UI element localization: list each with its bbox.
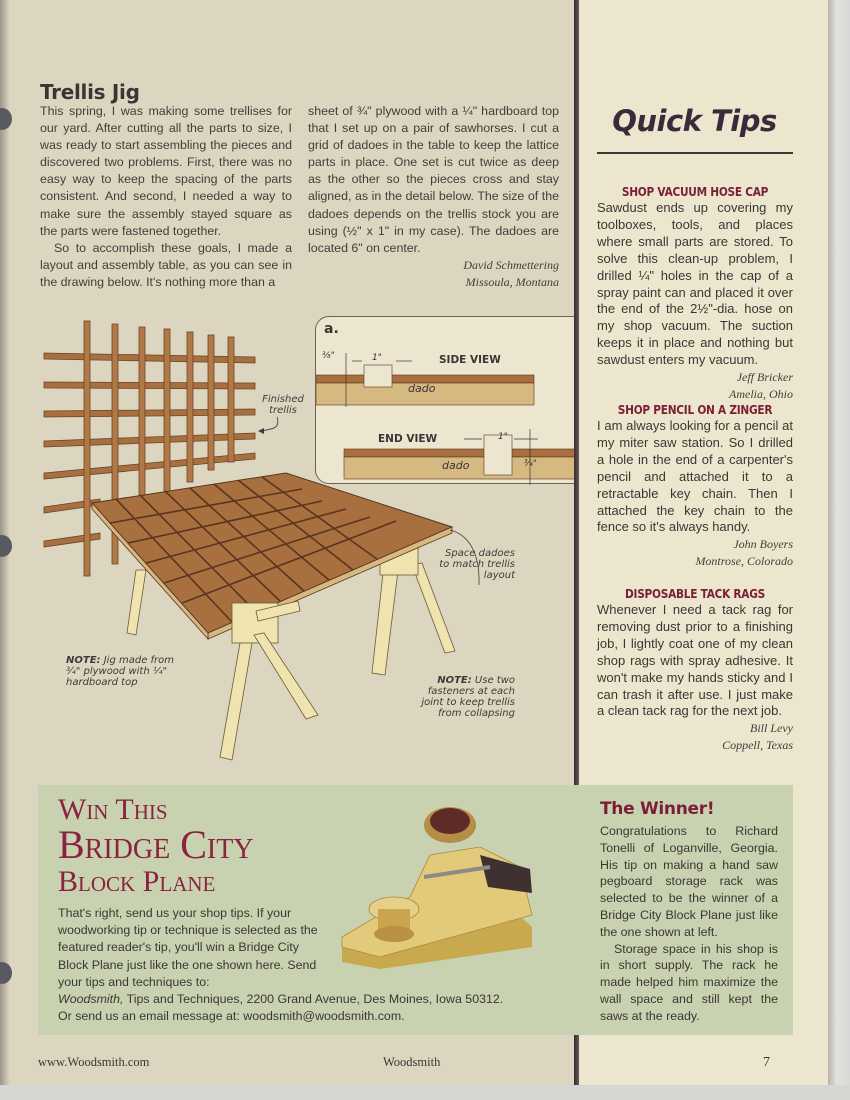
note-jig: [66, 655, 176, 688]
tip-body: I am always looking for a pencil at my miter saw station. So I drilled a hole in the end of a carpenter's pencil and attached it to a retractable key chain. Then I attached the key chain to the fence so it's always handy.: [597, 418, 793, 535]
winner-paragraph: Storage space in his shop is in short supply. The rack he made helped him maximize the wall space and still kept the saws at the ready.: [600, 941, 778, 1023]
tip-heading: DISPOSABLE TACK RAGS: [625, 587, 765, 601]
note-label: NOTE:: [66, 655, 101, 666]
winner-body: [600, 823, 778, 1025]
tip-body: Sawdust ends up covering my toolboxes, tools, and places where small parts are stored. To solve this clean-up problem, I drilled ¼" holes in the cap of a spray paint can and placed it over the end of the 2½"-dia. hose on my shop vacuum. The suction keeps it in place and nothing but sawdust enters my vacuum.: [597, 200, 793, 368]
email-line[interactable]: Or send us an email message at: woodsmith@woodsmith.com.: [58, 1009, 405, 1024]
end-view-label: END VIEW: [378, 433, 438, 445]
address-text: Tips and Techniques, 2200 Grand Avenue, Des Moines, Iowa 50312.: [123, 992, 504, 1007]
article-title: Trellis Jig: [40, 80, 140, 104]
tip-tack-rags: [597, 586, 793, 754]
binder-hole: [0, 535, 12, 557]
callout-finished-trellis: Finished trellis: [262, 394, 304, 416]
note-label: NOTE:: [437, 675, 472, 686]
article-paragraph: So to accomplish these goals, I made a layout and assembly table, as you can see in the drawing below. It's nothing more than a: [40, 240, 292, 289]
note-text: Jig made from ¾" plywood with ¼" hardboard top: [66, 655, 175, 688]
win-body-text: [58, 905, 568, 1025]
note-text: Use two fasteners at each joint to keep trellis from collapsing: [421, 675, 515, 719]
article-paragraph: sheet of ¾" plywood with a ¼" hardboard top that I set up on a pair of sawhorses. I cut a grid of dadoes in the table to keep the lattice parts in place. One set is cut twice as deep as the other so the pieces cross and stay aligned, as in the detail below. The size of the dadoes depends on the trellis stock you are using (½" x 1" in my case). The dadoes are located 6" on center.: [308, 104, 559, 255]
tip-author: Jeff Bricker: [736, 370, 793, 385]
footer-website: www.Woodsmith.com: [38, 1055, 150, 1069]
scan-margin: [0, 1085, 850, 1100]
dado-label-side: dado: [408, 382, 436, 395]
side-view-label: SIDE VIEW: [439, 354, 501, 366]
tip-author: Bill Levy: [750, 721, 793, 736]
page-number: 7: [763, 1055, 770, 1070]
footer-magazine: Woodsmith: [383, 1055, 441, 1069]
callout-space-dadoes: Space dadoes to match trellis layout: [439, 548, 515, 581]
win-intro: That's right, send us your shop tips. If your woodworking tip or technique is selected as the featured reader's tip, you'll win a Bridge City Block Plane just like the one shown here. Send your tips and techniques to:: [58, 906, 318, 989]
headline-line-1: Win This: [58, 793, 168, 826]
article-paragraph: This spring, I was making some trellises for our yard. After cutting all the parts to size, I was ready to start assembling the pieces and discovered two problems. First, there was no easy way to keep the spacing of the parts consistent. And second, I needed a way to make sure the assembly stayed square as the parts were fastened together.: [40, 104, 292, 238]
winner-title: The Winner!: [600, 799, 715, 819]
tip-location: Montrose, Colorado: [695, 554, 793, 569]
page-edge: [828, 0, 850, 1100]
binder-hole: [0, 108, 12, 130]
tip-heading: SHOP PENCIL ON A ZINGER: [617, 403, 773, 417]
trellis-jig-illustration: [40, 315, 560, 765]
detail-box-a: [315, 316, 598, 484]
binder-hole: [0, 962, 12, 984]
article-location: Missoula, Montana: [465, 274, 559, 289]
dim-depth-end: ¾": [524, 459, 537, 469]
magazine-name: Woodsmith,: [58, 992, 124, 1007]
tip-heading: SHOP VACUUM HOSE CAP: [621, 185, 769, 199]
dim-depth-side: ⅜": [322, 351, 335, 361]
dim-width-side: 1": [372, 353, 382, 363]
tip-author: John Boyers: [733, 537, 793, 552]
headline-line-2: Bridge City: [58, 822, 254, 867]
dado-label-end: dado: [442, 459, 470, 472]
win-headline: [58, 795, 254, 897]
tip-body: Whenever I need a tack rag for removing dust prior to a finishing job, I lightly coat one of my clean shop rags with spray adhesive. It won't make my hands sticky and I can trash it after use. I just make a clean tack rag for the next job.: [597, 602, 793, 719]
winner-paragraph: Congratulations to Richard Tonelli of Loganville, Georgia. His tip on making a hand saw pegboard storage rack was selected to be the winner of a Bridge City Block Plane just like the one shown at left.: [600, 824, 778, 939]
article-column-1: [40, 103, 292, 291]
headline-line-3: Block Plane: [58, 865, 216, 898]
tip-location: Amelia, Ohio: [729, 387, 793, 402]
dim-width-end: 1": [498, 432, 508, 442]
note-fasteners: [415, 675, 515, 719]
win-block-plane-panel: [38, 785, 793, 1035]
tip-shop-pencil: [597, 402, 793, 570]
quick-tips-title: Quick Tips: [612, 104, 777, 138]
article-author: David Schmettering: [463, 257, 559, 272]
tip-location: Coppell, Texas: [722, 738, 793, 753]
detail-letter: a.: [324, 321, 339, 337]
title-rule: [597, 152, 793, 154]
tip-shop-vacuum: [597, 184, 793, 403]
article-column-2: [308, 103, 559, 291]
address-line: [58, 992, 503, 1006]
